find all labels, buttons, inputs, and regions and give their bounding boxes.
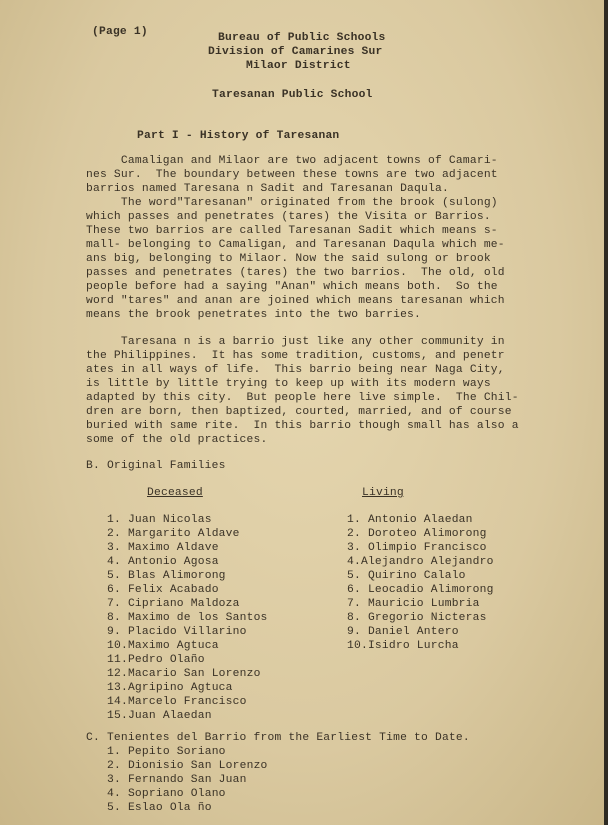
text-line: These two barrios are called Taresanan Sadit which means s-: [86, 225, 498, 237]
list-item: 14.Marcelo Francisco: [107, 696, 247, 708]
page-label: (Page 1): [92, 26, 148, 38]
list-item: 1. Juan Nicolas: [107, 514, 212, 526]
list-item: 3. Olimpio Francisco: [347, 542, 487, 554]
text-line: which passes and penetrates (tares) the Visita or Barrios.: [86, 211, 491, 223]
living-header: Living: [362, 487, 404, 499]
list-item: 8. Gregorio Nicteras: [347, 612, 487, 624]
text-line: means the brook penetrates into the two barries.: [86, 309, 422, 321]
text-line: ates in all ways of life. This barrio being near Naga City,: [86, 364, 505, 376]
text-line: passes and penetrates (tares) the two barrios. The old, old: [86, 267, 505, 279]
school-name: Taresanan Public School: [212, 89, 373, 101]
text-line: is little by little trying to keep up with its modern ways: [86, 378, 491, 390]
text-line: The word"Taresanan" originated from the brook (sulong): [86, 197, 498, 209]
list-item: 9. Placido Villarino: [107, 626, 247, 638]
list-item: 4. Sopriano Olano: [107, 788, 226, 800]
list-item: 4.Alejandro Alejandro: [347, 556, 494, 568]
deceased-header: Deceased: [147, 487, 203, 499]
list-item: 3. Fernando San Juan: [107, 774, 247, 786]
text-line: people before had a saying "Anan" which means both. So the: [86, 281, 498, 293]
list-item: 8. Maximo de los Santos: [107, 612, 268, 624]
list-item: 12.Macario San Lorenzo: [107, 668, 261, 680]
text-line: barrios named Taresana n Sadit and Taresanan Daqula.: [86, 183, 449, 195]
part-title: Part I - History of Taresanan: [137, 130, 340, 142]
text-line: Camaligan and Milaor are two adjacent towns of Camari-: [86, 155, 498, 167]
list-item: 5. Eslao Ola ño: [107, 802, 212, 814]
text-line: the Philippines. It has some tradition, customs, and penetr: [86, 350, 505, 362]
list-item: 4. Antonio Agosa: [107, 556, 219, 568]
header-district: Milaor District: [246, 60, 351, 72]
list-item: 13.Agripino Agtuca: [107, 682, 233, 694]
header-bureau: Bureau of Public Schools: [218, 32, 386, 44]
list-item: 15.Juan Alaedan: [107, 710, 212, 722]
list-item: 2. Doroteo Alimorong: [347, 528, 487, 540]
section-c-title: C. Tenientes del Barrio from the Earliest Time to Date.: [86, 732, 470, 744]
list-item: 6. Leocadio Alimorong: [347, 584, 494, 596]
list-item: 1. Pepito Soriano: [107, 746, 226, 758]
list-item: 1. Antonio Alaedan: [347, 514, 473, 526]
text-line: Taresana n is a barrio just like any other community in: [86, 336, 505, 348]
list-item: 3. Maximo Aldave: [107, 542, 219, 554]
list-item: 7. Cipriano Maldoza: [107, 598, 240, 610]
list-item: 10.Isidro Lurcha: [347, 640, 459, 652]
list-item: 9. Daniel Antero: [347, 626, 459, 638]
list-item: 5. Quirino Calalo: [347, 570, 466, 582]
text-line: word "tares" and anan are joined which means taresanan which: [86, 295, 505, 307]
text-line: mall- belonging to Camaligan, and Taresanan Daqula which me-: [86, 239, 505, 251]
text-line: nes Sur. The boundary between these towns are two adjacent: [86, 169, 498, 181]
list-item: 5. Blas Alimorong: [107, 570, 226, 582]
text-line: adapted by this city. But people here live simple. The Chil-: [86, 392, 519, 404]
list-item: 7. Mauricio Lumbria: [347, 598, 480, 610]
list-item: 6. Felix Acabado: [107, 584, 219, 596]
list-item: 2. Margarito Aldave: [107, 528, 240, 540]
text-line: dren are born, then baptized, courted, married, and of course: [86, 406, 512, 418]
list-item: 10.Maximo Agtuca: [107, 640, 219, 652]
text-line: ans big, belonging to Milaor. Now the said sulong or brook: [86, 253, 491, 265]
section-b-title: B. Original Families: [86, 460, 226, 472]
text-line: buried with same rite. In this barrio though small has also a: [86, 420, 519, 432]
text-line: some of the old practices.: [86, 434, 268, 446]
header-division: Division of Camarines Sur: [208, 46, 383, 58]
list-item: 11.Pedro Olaño: [107, 654, 205, 666]
list-item: 2. Dionisio San Lorenzo: [107, 760, 268, 772]
